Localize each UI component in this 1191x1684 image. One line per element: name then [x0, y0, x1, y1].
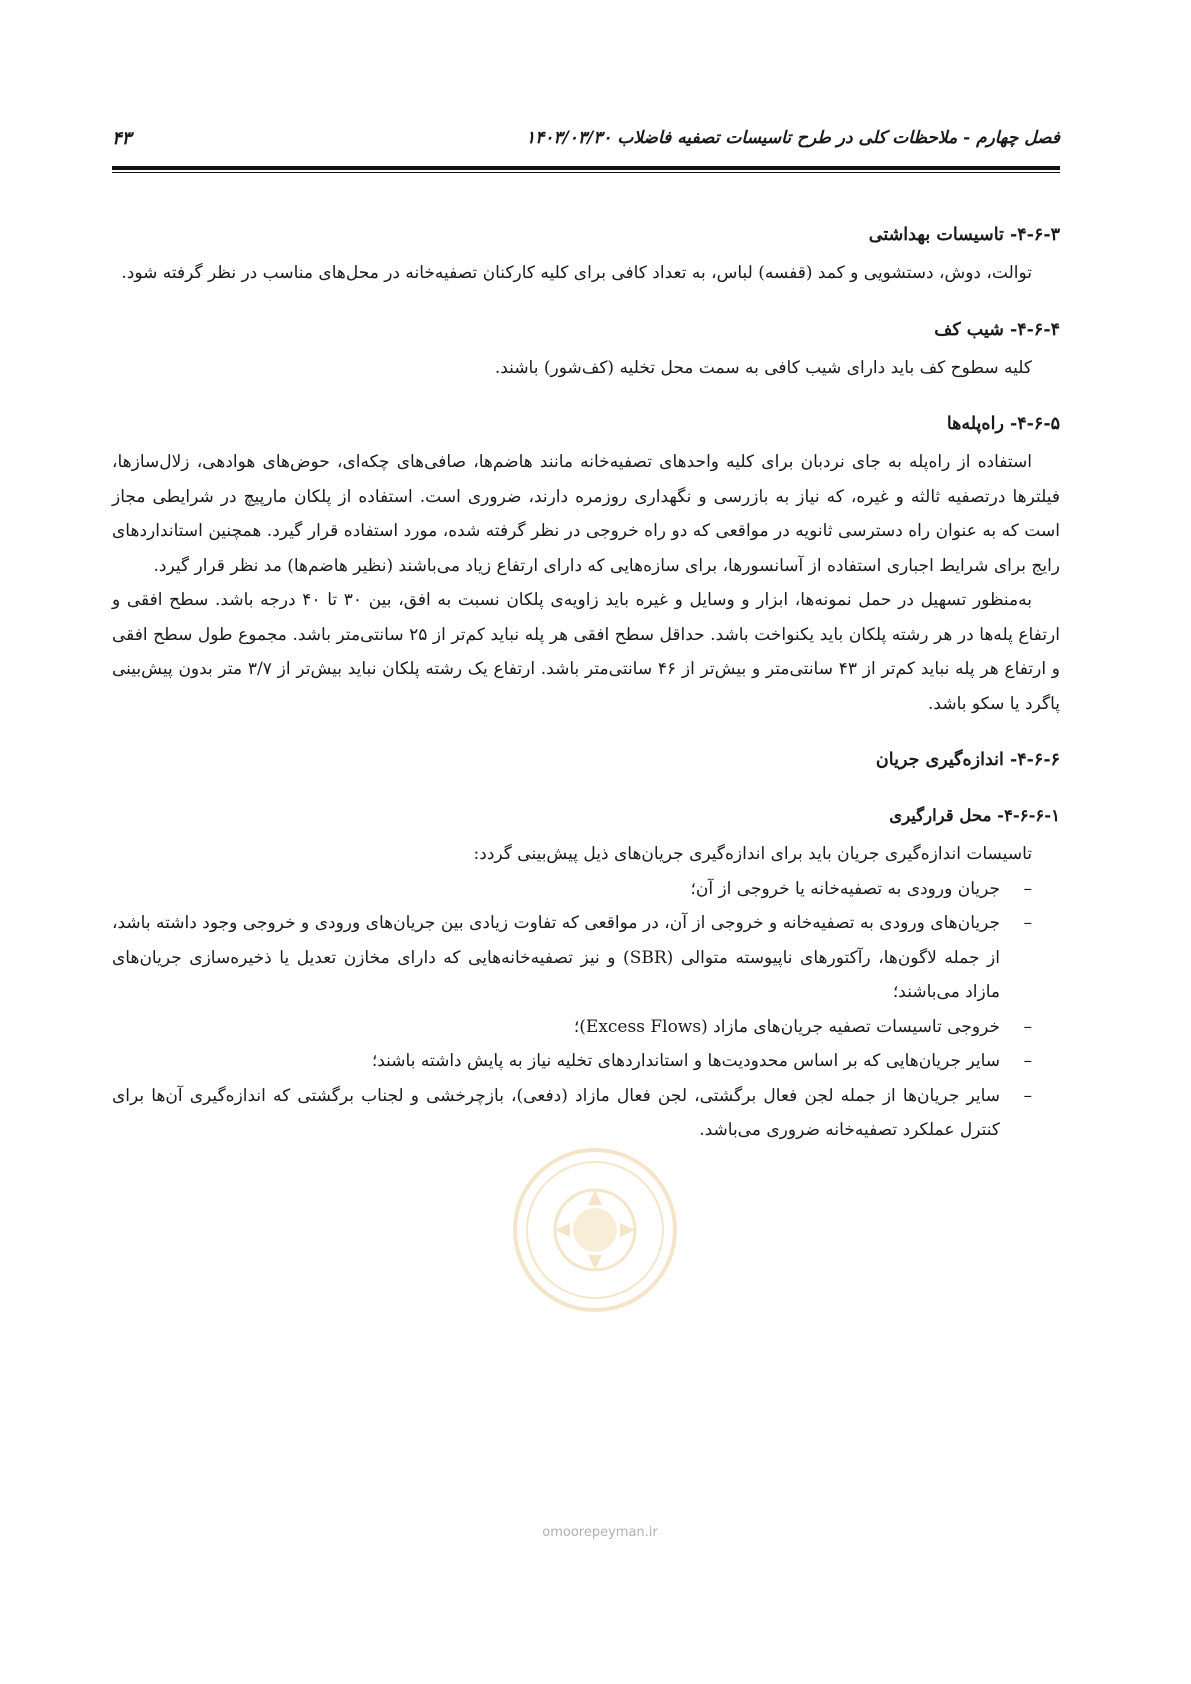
header-rule [112, 166, 1060, 170]
seal-watermark-icon [510, 1145, 680, 1315]
list-item-text: خروجی تاسیسات تصفیه جریان‌های مازاد (Excess Flows)؛ [573, 1016, 1000, 1037]
list-dash: – [1023, 1051, 1032, 1071]
list-item [112, 1079, 1060, 1148]
list-item-text: سایر جریان‌ها از جمله لجن فعال برگشتی، لجن فعال مازاد (دفعی)، بازچرخشی و لجناب برگشتی که اندازه‌گیری آن‌ها برای کنترل عملکرد تصفیه‌خانه ضروری می‌باشد. [112, 1085, 1000, 1140]
flow-list [112, 872, 1060, 1148]
list-item [112, 872, 1060, 907]
list-item [112, 1044, 1060, 1079]
paragraph-floor-slope: کلیه سطوح کف باید دارای شیب کافی به سمت محل تخلیه (کف‌شور) باشند. [494, 357, 1032, 378]
paragraph-stairs-2: به‌منظور تسهیل در حمل نمونه‌ها، ابزار و وسایل و غیره باید زاویه‌ی پلکان نسبت به افق، بین ۳۰ تا ۴۰ درجه باشد. سطح افقی و ارتفاع پله‌ها در هر رشته پلکان باید یکنواخت باشد. حداقل سطح افقی هر پله نباید کم‌تر از ۲۵ سانتی‌متر باشد. مجموع طول سطح افقی و ارتفاع هر پله نباید کم‌تر از ۴۳ سانتی‌متر و بیش‌تر از ۴۶ سانتی‌متر باشد. ارتفاع یک رشته پلکان نباید بیش‌تر از ۳/۷ متر بدون پیش‌بینی پاگرد یا سکو باشد. [112, 590, 1060, 714]
list-dash: – [1023, 913, 1032, 933]
header-rule-thin [112, 172, 1060, 173]
list-dash: – [1023, 1085, 1032, 1106]
list-dash: – [1023, 878, 1032, 899]
list-item-text: جریان‌های ورودی به تصفیه‌خانه و خروجی از آن، در مواقعی که تفاوت زیادی بین جریان‌های ورودی و خروجی وجود داشته باشد، از جمله لاگون‌ها، رآکتورهای ناپیوسته متوالی (SBR) و نیز تصفیه‌خانه‌هایی که دارای مخازن تعدیل یا ذخیره‌سازی جریان‌های مازاد می‌باشند؛ [112, 913, 1000, 1002]
list-item-text: جریان ورودی به تصفیه‌خانه یا خروجی از آن؛ [690, 878, 1000, 899]
paragraph-flow-intro: تاسیسات اندازه‌گیری جریان باید برای اندازه‌گیری جریان‌های ذیل پیش‌بینی گردد: [473, 844, 1032, 864]
page-number: ۴۳ [112, 128, 132, 149]
subsection-heading-location: ۴-۶-۶-۱- محل قرارگیری [889, 806, 1060, 825]
list-item-text: سایر جریان‌هایی که بر اساس محدودیت‌ها و استانداردهای تخلیه نیاز به پایش داشته باشند؛ [371, 1051, 1000, 1071]
list-dash: – [1023, 1016, 1032, 1037]
section-heading-sanitary: ۴-۶-۳- تاسیسات بهداشتی [868, 225, 1060, 245]
paragraph-stairs-1: استفاده از راه‌پله به جای نردبان برای کلیه واحدهای تصفیه‌خانه مانند هاضم‌ها، صافی‌های چکه‌ای، حوض‌های هوادهی، زلال‌سازها، فیلترها درتصفیه ثالثه و غیره، که نیاز به بازرسی و نگهداری روزمره دارند، ضروری است. استفاده از پلکان مارپیچ در شرایطی مجاز است که به عنوان راه دسترسی ثانویه در مواقعی که دو راه خروجی در نظر گرفته شده، مورد استفاده قرار گیرد. همچنین استانداردهای رایج برای شرایط اجباری استفاده از آسانسورها، برای سازه‌هایی که دارای ارتفاع زیاد می‌باشند (نظیر هاضم‌ها) مد نظر قرار گیرد. [112, 452, 1060, 576]
header-title: فصل چهارم - ملاحظات کلی در طرح تاسیسات تصفیه فاضلاب ۱۴۰۳/۰۳/۳۰ [526, 128, 1060, 148]
page-body [112, 218, 1060, 1148]
list-item [112, 906, 1060, 1010]
page-header [112, 128, 1060, 158]
section-heading-stairs: ۴-۶-۵- راه‌پله‌ها [946, 414, 1060, 434]
list-item [112, 1010, 1060, 1045]
section-heading-floor-slope: ۴-۶-۴- شیب کف [934, 319, 1060, 340]
paragraph-sanitary: توالت، دوش، دستشویی و کمد (قفسه) لباس، به تعداد کافی برای کلیه کارکنان تصفیه‌خانه در محل‌های مناسب در نظر گرفته شود. [121, 263, 1032, 283]
section-heading-flow-measurement: ۴-۶-۶- اندازه‌گیری جریان [875, 750, 1060, 770]
watermark-url: omoorepeyman.ir [542, 1525, 658, 1540]
